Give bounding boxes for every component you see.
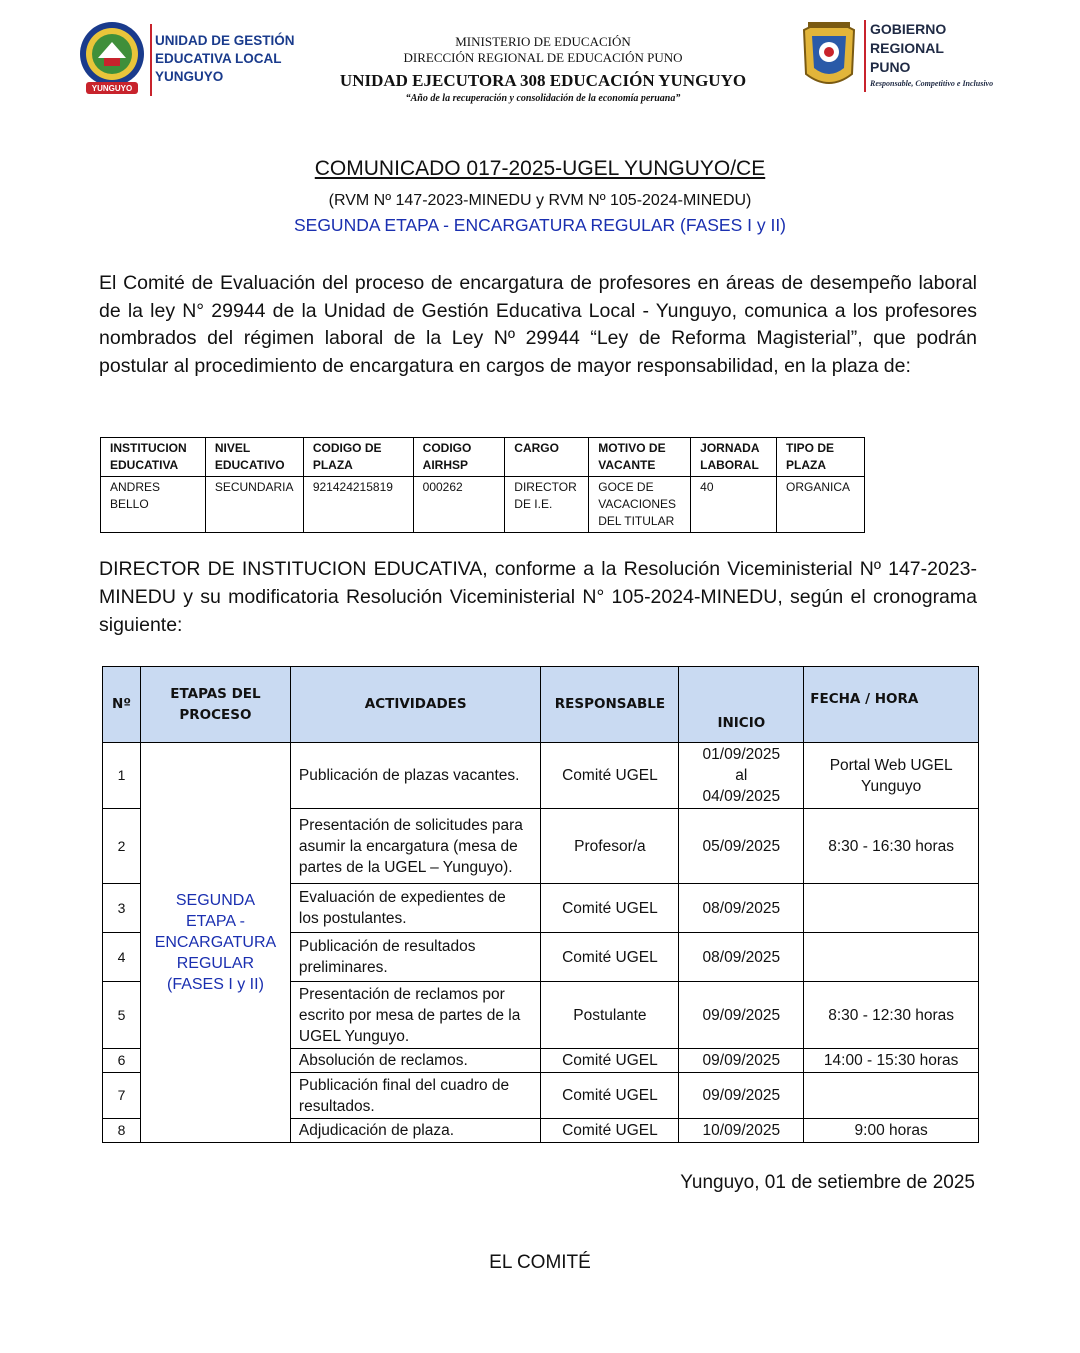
header-cell: TIPO DE PLAZA	[777, 438, 865, 477]
activity-cell: Presentación de solicitudes para asumir la encargatura (mesa de partes de la UGEL – Yunguyo).	[290, 809, 541, 884]
start-cell: 08/09/2025	[679, 884, 804, 933]
institution-header	[300, 34, 786, 104]
row-number: 6	[103, 1049, 141, 1073]
cell-hours: 40	[691, 477, 777, 533]
start-cell: 09/09/2025	[679, 1073, 804, 1119]
cell-plaza-code: 921424215819	[303, 477, 413, 533]
table-header-row	[101, 438, 865, 477]
datetime-cell	[804, 933, 979, 982]
header-cell: CARGO	[505, 438, 589, 477]
start-cell: 01/09/2025 al 04/09/2025	[679, 743, 804, 809]
table-header-row	[103, 667, 979, 743]
row-number: 3	[103, 884, 141, 933]
responsible-cell: Postulante	[541, 982, 679, 1049]
datetime-cell: 8:30 - 12:30 horas	[804, 982, 979, 1049]
schedule-table	[102, 666, 979, 1143]
header-stage: ETAPAS DEL PROCESO	[140, 667, 290, 743]
logo-label: YUNGUYO	[91, 84, 133, 93]
year-motto: “Año de la recuperación y consolidación de la economía peruana”	[405, 93, 681, 104]
responsible-cell: Comité UGEL	[541, 1049, 679, 1073]
header-cell: NIVEL EDUCATIVO	[205, 438, 303, 477]
plaza-table	[100, 437, 865, 533]
datetime-cell: 14:00 - 15:30 horas	[804, 1049, 979, 1073]
header-start: INICIO	[679, 667, 804, 743]
header-cell: JORNADA LABORAL	[691, 438, 777, 477]
responsible-cell: Comité UGEL	[541, 933, 679, 982]
legal-reference: (RVM Nº 147-2023-MINEDU y RVM Nº 105-2024-MINEDU)	[328, 192, 752, 209]
intro-paragraph: El Comité de Evaluación del proceso de encargatura de profesores en áreas de desempeño laboral de la ley N° 29944 de la Unidad de Gestión Educativa Local - Yunguyo, comunica a los profesores nombrados del régimen laboral de la Ley Nº 29944 “Ley de Reforma Magisterial”, que podrán postular al procedimiento de encargatura en cargos de mayor responsabilidad, en la plaza de:	[99, 272, 977, 377]
datetime-cell: Portal Web UGEL Yunguyo	[804, 743, 979, 809]
gobierno-name: GOBIERNO REGIONAL PUNO	[870, 21, 947, 75]
gobierno-tagline: Responsable, Competitivo e Inclusivo	[870, 79, 994, 88]
datetime-cell: 9:00 horas	[804, 1119, 979, 1143]
unit-line: UNIDAD EJECUTORA 308 EDUCACIÓN YUNGUYO	[339, 71, 747, 90]
table-row	[101, 477, 865, 533]
start-cell: 05/09/2025	[679, 809, 804, 884]
cell-level: SECUNDARIA	[205, 477, 303, 533]
row-number: 5	[103, 982, 141, 1049]
start-cell: 09/09/2025	[679, 1049, 804, 1073]
responsible-cell: Comité UGEL	[541, 743, 679, 809]
header-cell: CODIGO AIRHSP	[413, 438, 505, 477]
header-datetime: FECHA / HORA	[804, 667, 979, 743]
header-cell: MOTIVO DE VACANTE	[589, 438, 691, 477]
datetime-cell: 8:30 - 16:30 horas	[804, 809, 979, 884]
header-cell: CODIGO DE PLAZA	[303, 438, 413, 477]
start-cell: 09/09/2025	[679, 982, 804, 1049]
ministry-line: MINISTERIO DE EDUCACIÓN	[455, 34, 631, 49]
divider	[864, 20, 866, 92]
table-row	[103, 743, 979, 809]
cell-reason: GOCE DE VACACIONES DEL TITULAR	[589, 477, 691, 533]
responsible-cell: Comité UGEL	[541, 884, 679, 933]
regional-line: DIRECCIÓN REGIONAL DE EDUCACIÓN PUNO	[403, 50, 683, 65]
signature: EL COMITÉ	[489, 1252, 591, 1273]
date-line: Yunguyo, 01 de setiembre de 2025	[680, 1172, 975, 1193]
document-title: COMUNICADO 017-2025-UGEL YUNGUYO/CE	[314, 157, 766, 180]
divider	[150, 24, 152, 96]
datetime-cell	[804, 1073, 979, 1119]
schedule-intro: DIRECTOR DE INSTITUCION EDUCATIVA, conforme a la Resolución Viceministerial Nº 147-2023-MINEDU y su modificatoria Resolución Viceministerial N° 105-2024-MINEDU, según el cronograma siguiente:	[99, 558, 977, 636]
ugel-logo	[78, 20, 146, 96]
activity-cell: Evaluación de expedientes de los postulantes.	[290, 884, 541, 933]
cell-type: ORGANICA	[777, 477, 865, 533]
gobierno-regional-logo	[796, 16, 862, 94]
stage-subtitle: SEGUNDA ETAPA - ENCARGATURA REGULAR (FASES I y II)	[293, 215, 787, 235]
cell-institution: ANDRES BELLO	[101, 477, 206, 533]
activity-cell: Publicación de resultados preliminares.	[290, 933, 541, 982]
cell-airhsp-code: 000262	[413, 477, 505, 533]
activity-cell: Presentación de reclamos por escrito por mesa de partes de la UGEL Yunguyo.	[290, 982, 541, 1049]
row-number: 4	[103, 933, 141, 982]
datetime-cell	[804, 884, 979, 933]
header-activities: ACTIVIDADES	[290, 667, 541, 743]
activity-cell: Adjudicación de plaza.	[290, 1119, 541, 1143]
cell-position: DIRECTOR DE I.E.	[505, 477, 589, 533]
header-num: Nº	[103, 667, 141, 743]
responsible-cell: Comité UGEL	[541, 1073, 679, 1119]
header-responsible: RESPONSABLE	[541, 667, 679, 743]
activity-cell: Publicación de plazas vacantes.	[290, 743, 541, 809]
start-cell: 08/09/2025	[679, 933, 804, 982]
activity-cell: Absolución de reclamos.	[290, 1049, 541, 1073]
stage-cell: SEGUNDA ETAPA - ENCARGATURA REGULAR (FASES I y II)	[140, 743, 290, 1143]
row-number: 2	[103, 809, 141, 884]
row-number: 8	[103, 1119, 141, 1143]
activity-cell: Publicación final del cuadro de resultados.	[290, 1073, 541, 1119]
row-number: 1	[103, 743, 141, 809]
row-number: 7	[103, 1073, 141, 1119]
header-cell: INSTITUCION EDUCATIVA	[101, 438, 206, 477]
ugel-name: UNIDAD DE GESTIÓN EDUCATIVA LOCAL YUNGUYO	[155, 33, 295, 84]
responsible-cell: Comité UGEL	[541, 1119, 679, 1143]
start-cell: 10/09/2025	[679, 1119, 804, 1143]
responsible-cell: Profesor/a	[541, 809, 679, 884]
